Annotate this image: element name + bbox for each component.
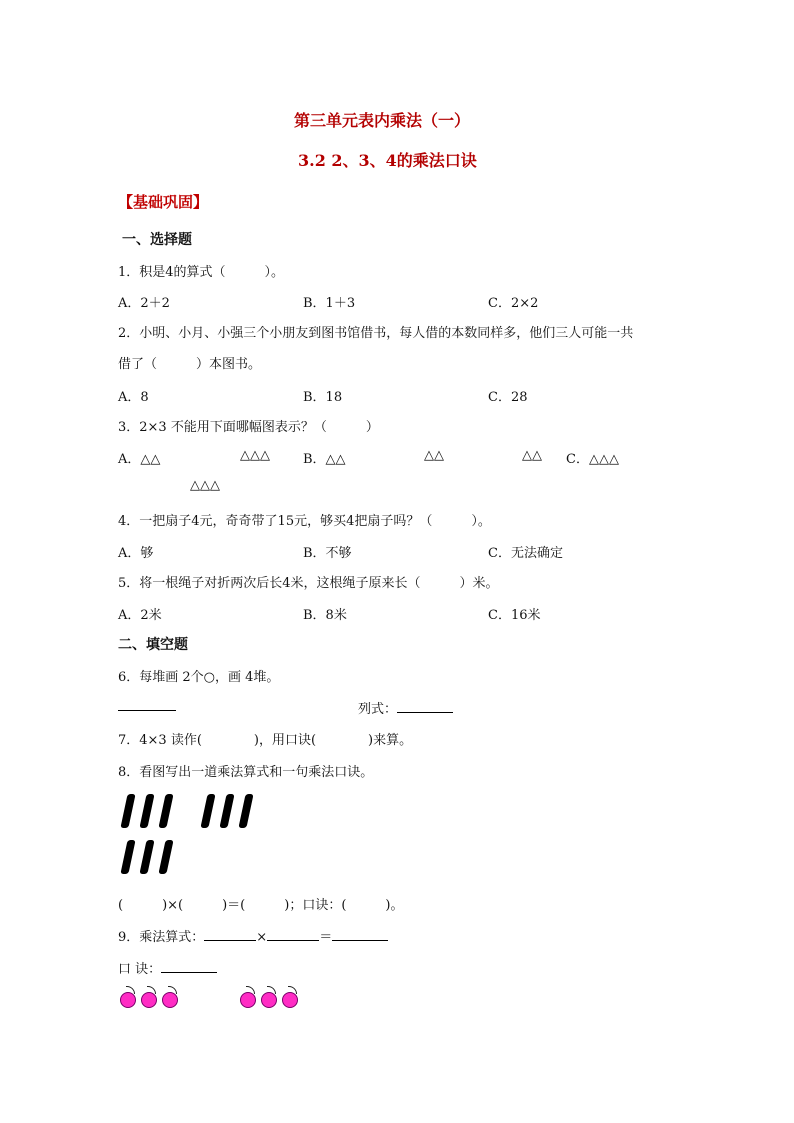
q3-option-a-extra: △△△ [240, 448, 270, 463]
q6-drawing-blank [118, 698, 176, 715]
stick-icon [238, 794, 253, 828]
q1-option-a: A．2＋2 [118, 296, 170, 311]
q3-option-b-mid: △△ [424, 448, 444, 463]
q9-blank-3 [332, 928, 388, 941]
q9-label: 9．乘法算式： [118, 930, 205, 945]
q9-equals-sign: ＝ [319, 930, 333, 945]
section-heading: 【基础巩固】 [118, 193, 209, 211]
q3-option-a: A．△△ [118, 452, 161, 467]
stick-icon [139, 794, 154, 828]
q5-option-a: A．2米 [118, 608, 162, 623]
cherry-icon [120, 992, 136, 1008]
q2-option-a: A．8 [118, 390, 149, 405]
q4-text: 4．一把扇子4元，奇奇带了15元，够买4把扇子吗？（ ）。 [118, 514, 491, 529]
q9-formula [118, 926, 388, 945]
q9-koujue-label: 口 诀： [118, 962, 162, 977]
q5-option-b: B．8米 [303, 608, 347, 623]
q4-option-c: C．无法确定 [488, 546, 563, 561]
q9-koujue [118, 958, 217, 977]
q8-stick-picture [118, 794, 258, 876]
q1-option-c: C．2×2 [488, 296, 539, 311]
q6-text: 6．每堆画 2个○，画 4堆。 [118, 670, 280, 685]
q7-text: 7．4×3 读作( )，用口诀( )来算。 [118, 733, 413, 748]
q2-text-line2: 借了（ ）本图书。 [118, 357, 262, 372]
q9-cherry-picture [120, 986, 310, 1010]
q5-option-c: C．16米 [488, 608, 541, 623]
q4-option-a: A．够 [118, 546, 154, 561]
stick-icon [200, 794, 215, 828]
part1-heading: 一、选择题 [122, 232, 192, 248]
q3-option-c-extra: △△△ [190, 478, 220, 493]
stick-icon [158, 794, 173, 828]
q9-koujue-blank [161, 960, 217, 973]
page-title: 第三单元表内乘法（一） [294, 111, 471, 130]
cherry-icon [141, 992, 157, 1008]
q3-option-b-end: △△ [522, 448, 542, 463]
q8-answer: ( )×( )＝( )；口诀：( )。 [118, 898, 404, 913]
q3-text: 3．2×3 不能用下面哪幅图表示？（ ） [118, 420, 379, 435]
q3-option-c: C．△△△ [566, 452, 619, 467]
cherry-icon [162, 992, 178, 1008]
q3-option-b: B．△△ [303, 452, 346, 467]
stick-icon [120, 794, 135, 828]
q9-blank-1 [204, 928, 256, 941]
stick-icon [139, 840, 154, 874]
q4-option-b: B．不够 [303, 546, 352, 561]
stick-icon [158, 840, 173, 874]
page-subtitle: 3.2 2、3、4的乘法口诀 [298, 151, 477, 170]
q6-formula-label: 列式： [358, 702, 398, 717]
cherry-icon [261, 992, 277, 1008]
q6-formula [358, 698, 453, 717]
q6-formula-blank [397, 700, 453, 713]
stick-icon [219, 794, 234, 828]
q9-blank-2 [267, 928, 319, 941]
cherry-icon [282, 992, 298, 1008]
q9-times-sign: × [256, 930, 268, 945]
q2-option-b: B．18 [303, 390, 343, 405]
q8-text: 8．看图写出一道乘法算式和一句乘法口诀。 [118, 765, 374, 780]
stick-icon [120, 840, 135, 874]
q1-text: 1．积是4的算式（ ）。 [118, 265, 285, 280]
q5-text: 5．将一根绳子对折两次后长4米，这根绳子原来长（ ）米。 [118, 576, 499, 591]
cherry-icon [240, 992, 256, 1008]
part2-heading: 二、填空题 [118, 637, 188, 653]
q2-option-c: C．28 [488, 390, 528, 405]
q2-text-line1: 2．小明、小月、小强三个小朋友到图书馆借书，每人借的本数同样多，他们三人可能一共 [118, 326, 634, 341]
q1-option-b: B．1＋3 [303, 296, 356, 311]
